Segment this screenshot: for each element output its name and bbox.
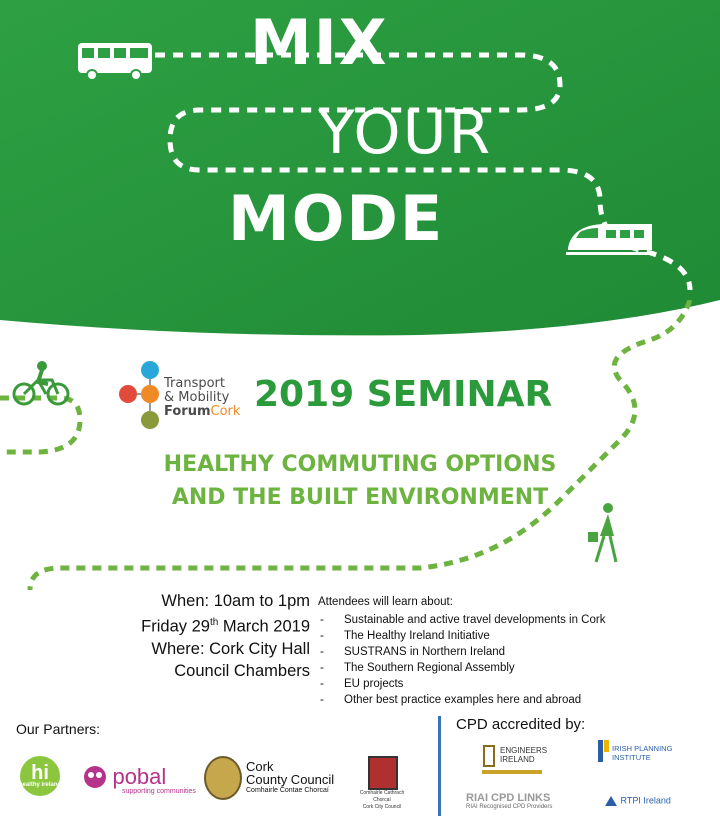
cork-city-council-logo [352, 790, 412, 811]
bus-icon [76, 40, 154, 82]
riai-cpd-links-logo [466, 792, 552, 810]
hi-text: hi [31, 762, 49, 784]
pobal-logo [82, 764, 196, 795]
title-mix: MIX [250, 6, 389, 79]
event-venue: Council Chambers [174, 661, 310, 680]
walking-woman-icon [584, 502, 628, 570]
ipi-line2: INSTITUTE [612, 753, 651, 762]
learn-heading: Attendees will learn about: [318, 596, 453, 608]
list-item: - SUSTRANS in Northern Ireland [318, 644, 605, 660]
city-line1: Comhairle Cathrach Chorcaí [359, 790, 405, 803]
forum-logo-text [164, 377, 240, 419]
engineers-mark-icon [482, 744, 496, 768]
engineers-line1: ENGINEERS [500, 746, 548, 755]
partners-label: Our Partners: [16, 721, 101, 737]
seminar-title: 2019 SEMINAR [254, 374, 553, 415]
rtpi-text: RTPI Ireland [620, 795, 671, 806]
forum-logo-line3: Forum [164, 404, 211, 419]
list-item: - EU projects [318, 676, 605, 692]
engineers-text [500, 746, 547, 764]
forum-logo-line2: & Mobility [164, 390, 230, 405]
rtpi-ireland-logo [604, 794, 671, 808]
rtpi-mark-icon [604, 794, 618, 808]
event-date-prefix: Friday 29 [141, 617, 210, 636]
healthy-ireland-logo [20, 756, 60, 796]
county-line3: Comhairle Contae Chorcaí [246, 787, 329, 794]
cpd-label: CPD accredited by: [456, 716, 586, 733]
subtitle-line2: AND THE BUILT ENVIRONMENT [171, 485, 549, 510]
learn-list [318, 612, 605, 708]
title-mode: MODE [228, 182, 445, 255]
riai-text: RIAI CPD LINKS [466, 792, 551, 804]
list-item: - Sustainable and active travel developments in Cork [318, 612, 605, 628]
pobal-sub: supporting communities [122, 788, 196, 795]
event-date-sup: th [209, 617, 219, 628]
county-line1: Cork [246, 759, 274, 774]
engineers-bar [482, 770, 542, 774]
pobal-mark-icon [82, 764, 108, 790]
subtitle-line1: HEALTHY COMMUTING OPTIONS [163, 452, 557, 477]
list-item: - The Healthy Ireland Initiative [318, 628, 605, 644]
event-when: When: 10am to 1pm [161, 592, 310, 610]
ipi-line1: IRISH PLANNING [612, 744, 673, 753]
cork-county-crest-icon [204, 756, 242, 800]
ipi-mark-icon [598, 740, 610, 762]
event-details [141, 590, 310, 682]
cork-city-crest-icon [368, 756, 398, 790]
list-item: - Other best practice examples here and abroad [318, 692, 605, 708]
city-line2: Cork City Council [362, 804, 402, 810]
ipi-text [612, 744, 672, 762]
riai-sub: RIAI Recognised CPD Providers [466, 804, 553, 810]
forum-logo-line3-suffix: Cork [210, 404, 241, 419]
section-divider [438, 716, 441, 816]
event-date-suffix: March 2019 [218, 617, 310, 636]
event-where: Where: Cork City Hall [151, 639, 310, 658]
title-your: YOUR [318, 98, 493, 168]
pobal-name: pobal [112, 764, 167, 789]
hi-sub: healthy ireland [18, 782, 62, 788]
cork-county-council-logo [246, 760, 334, 796]
train-icon [562, 218, 658, 260]
event-date [141, 612, 310, 638]
list-item: - The Southern Regional Assembly [318, 660, 605, 676]
forum-logo-line1: Transport [164, 376, 226, 391]
learn-list-block [318, 594, 605, 708]
engineers-line2: IRELAND [500, 755, 535, 764]
cyclist-icon [12, 360, 72, 406]
county-line2: County Council [246, 772, 335, 787]
